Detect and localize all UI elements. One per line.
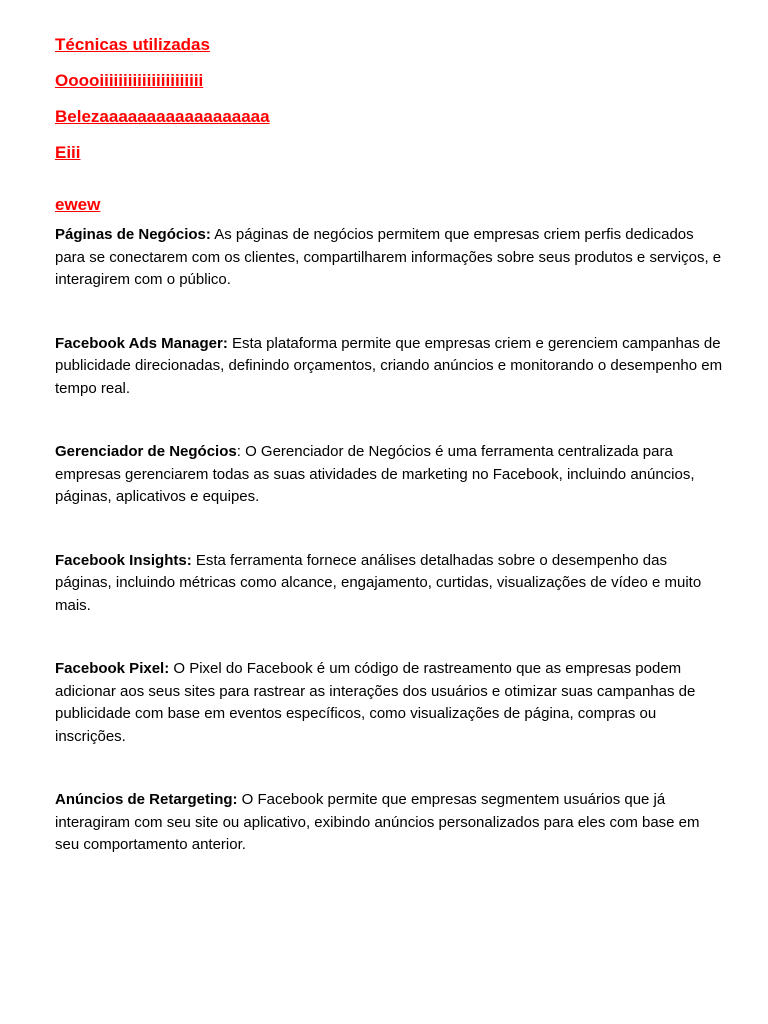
paragraph-anuncios-de-retargeting xyxy=(55,789,725,857)
paragraph-facebook-insights xyxy=(55,550,725,618)
paragraph-text: O Pixel do Facebook é um código de rastreamento que as empresas podem adicionar aos seus sites para rastrear as interações dos usuários e otimizar suas campanhas de publicidade com base em eventos específicos, como visualizações de página, compras ou inscrições. xyxy=(55,660,696,745)
paragraph-text: O Facebook permite que empresas segmentem usuários que já interagiram com seu site ou aplicativo, exibindo anúncios personalizados para eles com base em seu comportamento anterior. xyxy=(55,791,700,853)
section-heading-ewew[interactable]: ewew xyxy=(55,195,101,214)
paragraph-text: Esta ferramenta fornece análises detalhadas sobre o desempenho das páginas, incluindo métricas como alcance, engajamento, curtidas, visualizações de vídeo e muito mais. xyxy=(55,551,702,614)
link-ooooiiii[interactable]: Oooo​iiiiiiiiiiiiiiiiiiiiii xyxy=(55,71,204,90)
term-label: Anúncios de Retargeting: xyxy=(55,791,238,808)
paragraph-text: : O Gerenciador de Negócios é uma ferramenta centralizada para empresas gerenciarem todas as suas atividades de marketing no Facebook, incluindo anúncios, páginas, aplicativos e equipes. xyxy=(55,443,695,505)
paragraph-facebook-ads-manager xyxy=(55,333,725,401)
link-eiii[interactable]: Eiii xyxy=(55,143,81,162)
term-label: Gerenciador de Negócios xyxy=(55,443,237,460)
link-tecnicas-utilizadas[interactable]: Técnicas utilizadas xyxy=(55,35,210,54)
paragraph-text: Esta plataforma permite que empresas criem e gerenciem campanhas de publicidade direcionadas, definindo orçamentos, criando anúncios e monitorando o desempenho em tempo real. xyxy=(55,334,723,397)
term-label: Facebook Pixel: xyxy=(55,660,170,677)
document-page xyxy=(55,32,725,898)
link-belezaaaa[interactable]: Belezaaaaaaaaaaaaaaaaaa xyxy=(55,107,270,126)
paragraph-gerenciador-de-negocios xyxy=(55,441,725,509)
term-label: Facebook Insights: xyxy=(55,551,192,569)
term-label: Páginas de Negócios: xyxy=(55,226,211,243)
term-label: Facebook Ads Manager: xyxy=(55,334,228,352)
paragraph-text: As páginas de negócios permitem que empresas criem perfis dedicados para se conectarem com os clientes, compartilharem informações sobre seus produtos e serviços, e interagirem com o público. xyxy=(55,226,722,288)
paragraph-facebook-pixel xyxy=(55,658,725,748)
paragraph-paginas-de-negocios xyxy=(55,224,725,292)
